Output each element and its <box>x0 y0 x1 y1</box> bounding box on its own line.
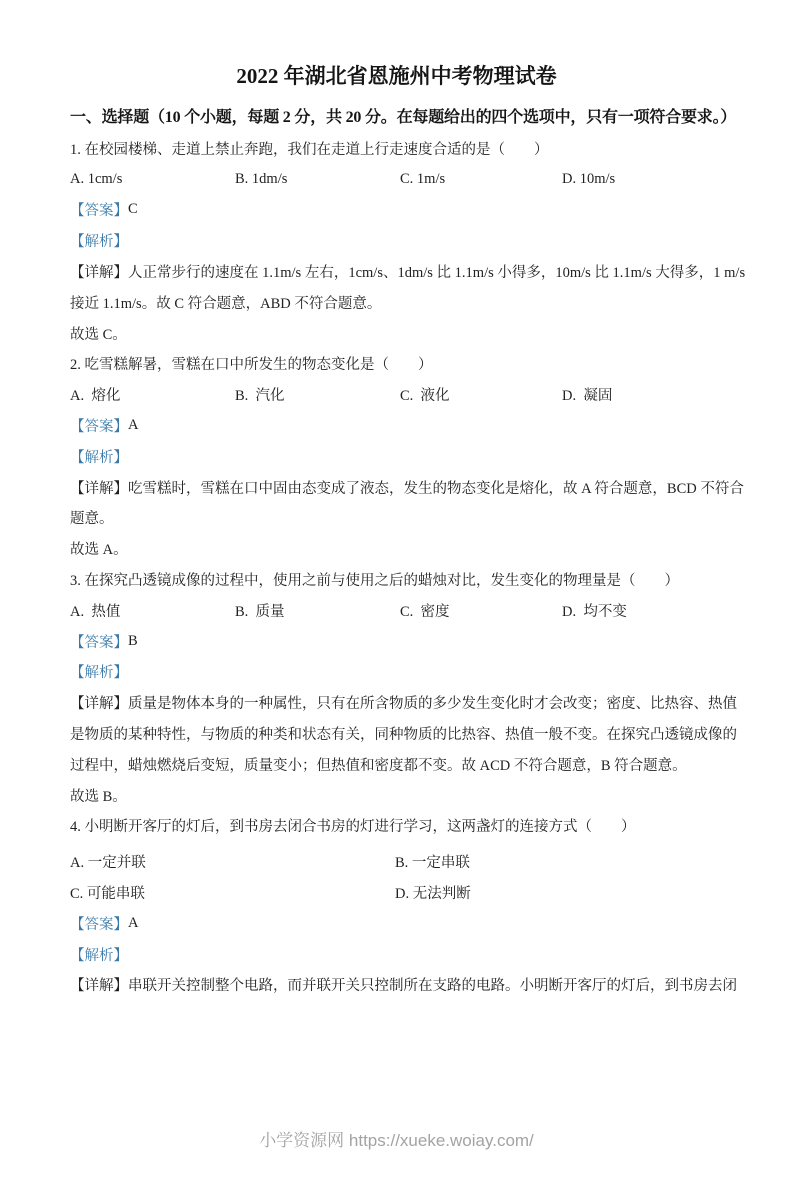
section-heading: 一、选择题（10 个小题，每题 2 分，共 20 分。在每题给出的四个选项中，只有一项符合要求。） <box>70 109 737 126</box>
answer-label: 【答案】 <box>70 634 128 651</box>
option-d: D. 均不变 <box>562 603 627 620</box>
option-c: C. 液化 <box>400 388 450 405</box>
analysis-label: 【解析】 <box>70 947 128 964</box>
explanation-line: 故选 B。 <box>70 788 127 805</box>
option-d: D. 无法判断 <box>395 886 471 903</box>
answer-label: 【答案】 <box>70 916 128 933</box>
option-b: B. 汽化 <box>235 388 285 405</box>
explanation-line: 接近 1.1m/s。故 C 符合题意，ABD 不符合题意。 <box>70 295 382 312</box>
answer-value: A <box>128 417 139 434</box>
option-b: B. 质量 <box>235 603 285 620</box>
analysis-label: 【解析】 <box>70 449 128 466</box>
question-stem: 1. 在校园楼梯、走道上禁止奔跑，我们在走道上行走速度合适的是（ ） <box>70 141 549 158</box>
answer-value: A <box>128 914 139 931</box>
analysis-line <box>70 225 723 256</box>
answer-line <box>70 626 723 657</box>
answer-line <box>70 195 723 226</box>
answer-value: B <box>128 632 138 649</box>
option-c: C. 1m/s <box>400 170 446 187</box>
options-row <box>70 846 723 877</box>
answer-label: 【答案】 <box>70 203 128 220</box>
answer-line <box>70 908 723 939</box>
option-a: A. 1cm/s <box>70 170 123 187</box>
explanation-line: 【详解】人正常步行的速度在 1.1m/s 左右，1cm/s、1dm/s 比 1.1m/s 小得多，10m/s 比 1.1m/s 大得多，1 m/s <box>70 265 746 282</box>
question-stem: 4. 小明断开客厅的灯后，到书房去闭合书房的灯进行学习，这两盏灯的连接方式（ ） <box>70 819 636 836</box>
answer-label: 【答案】 <box>70 419 128 436</box>
exam-page <box>0 61 793 1000</box>
option-a: A. 一定并联 <box>70 855 146 872</box>
option-d: D. 10m/s <box>562 170 616 187</box>
analysis-line <box>70 657 723 688</box>
question-block-1 <box>70 133 746 349</box>
analysis-label: 【解析】 <box>70 234 128 251</box>
question-stem: 2. 吃雪糕解暑，雪糕在口中所发生的物态变化是（ ） <box>70 357 433 374</box>
explanation-line: 【详解】吃雪糕时，雪糕在口中固由态变成了液态，发生的物态变化是熔化，故 A 符合题意，BCD 不符合 <box>70 480 744 497</box>
analysis-label: 【解析】 <box>70 665 128 682</box>
answer-line <box>70 410 723 441</box>
option-d: D. 凝固 <box>562 388 613 405</box>
question-stem: 3. 在探究凸透镜成像的过程中，使用之前与使用之后的蜡烛对比，发生变化的物理量是（ ） <box>70 573 679 590</box>
option-b: B. 一定串联 <box>395 855 470 872</box>
option-b: B. 1dm/s <box>235 170 288 187</box>
page-title: 2022 年湖北省恩施州中考物理试卷 <box>236 64 557 88</box>
option-a: A. 熔化 <box>70 388 121 405</box>
explanation-line: 是物质的某种特性，与物质的种类和状态有关，同种物质的比热容、热值一般不变。在探究凸透镜成像的 <box>70 727 737 744</box>
question-block-2 <box>70 349 744 565</box>
options-row <box>70 379 723 410</box>
option-c: C. 可能串联 <box>70 886 145 903</box>
explanation-line: 过程中，蜡烛燃烧后变短，质量变小；但热值和密度都不变。故 ACD 不符合题意，B 符合题意。 <box>70 757 687 774</box>
option-c: C. 密度 <box>400 603 450 620</box>
answer-value: C <box>128 201 138 218</box>
analysis-line <box>70 441 723 472</box>
analysis-line <box>70 939 723 970</box>
question-block-3 <box>70 564 737 810</box>
explanation-line: 【详解】质量是物体本身的一种属性，只有在所含物质的多少发生变化时才会改变；密度、比热容、热值 <box>70 696 737 713</box>
options-row <box>70 595 723 626</box>
explanation-line: 故选 C。 <box>70 326 127 343</box>
footer-watermark: 小学资源网 https://xueke.woiay.com/ <box>259 1131 534 1150</box>
explanation-line: 故选 A。 <box>70 542 128 559</box>
explanation-line: 题意。 <box>70 511 114 528</box>
options-row <box>70 877 723 908</box>
options-row <box>70 164 723 195</box>
question-block-4 <box>70 811 737 1001</box>
explanation-line: 【详解】串联开关控制整个电路，而并联开关只控制所在支路的电路。小明断开客厅的灯后，到书房去闭 <box>70 978 737 995</box>
option-a: A. 热值 <box>70 603 121 620</box>
